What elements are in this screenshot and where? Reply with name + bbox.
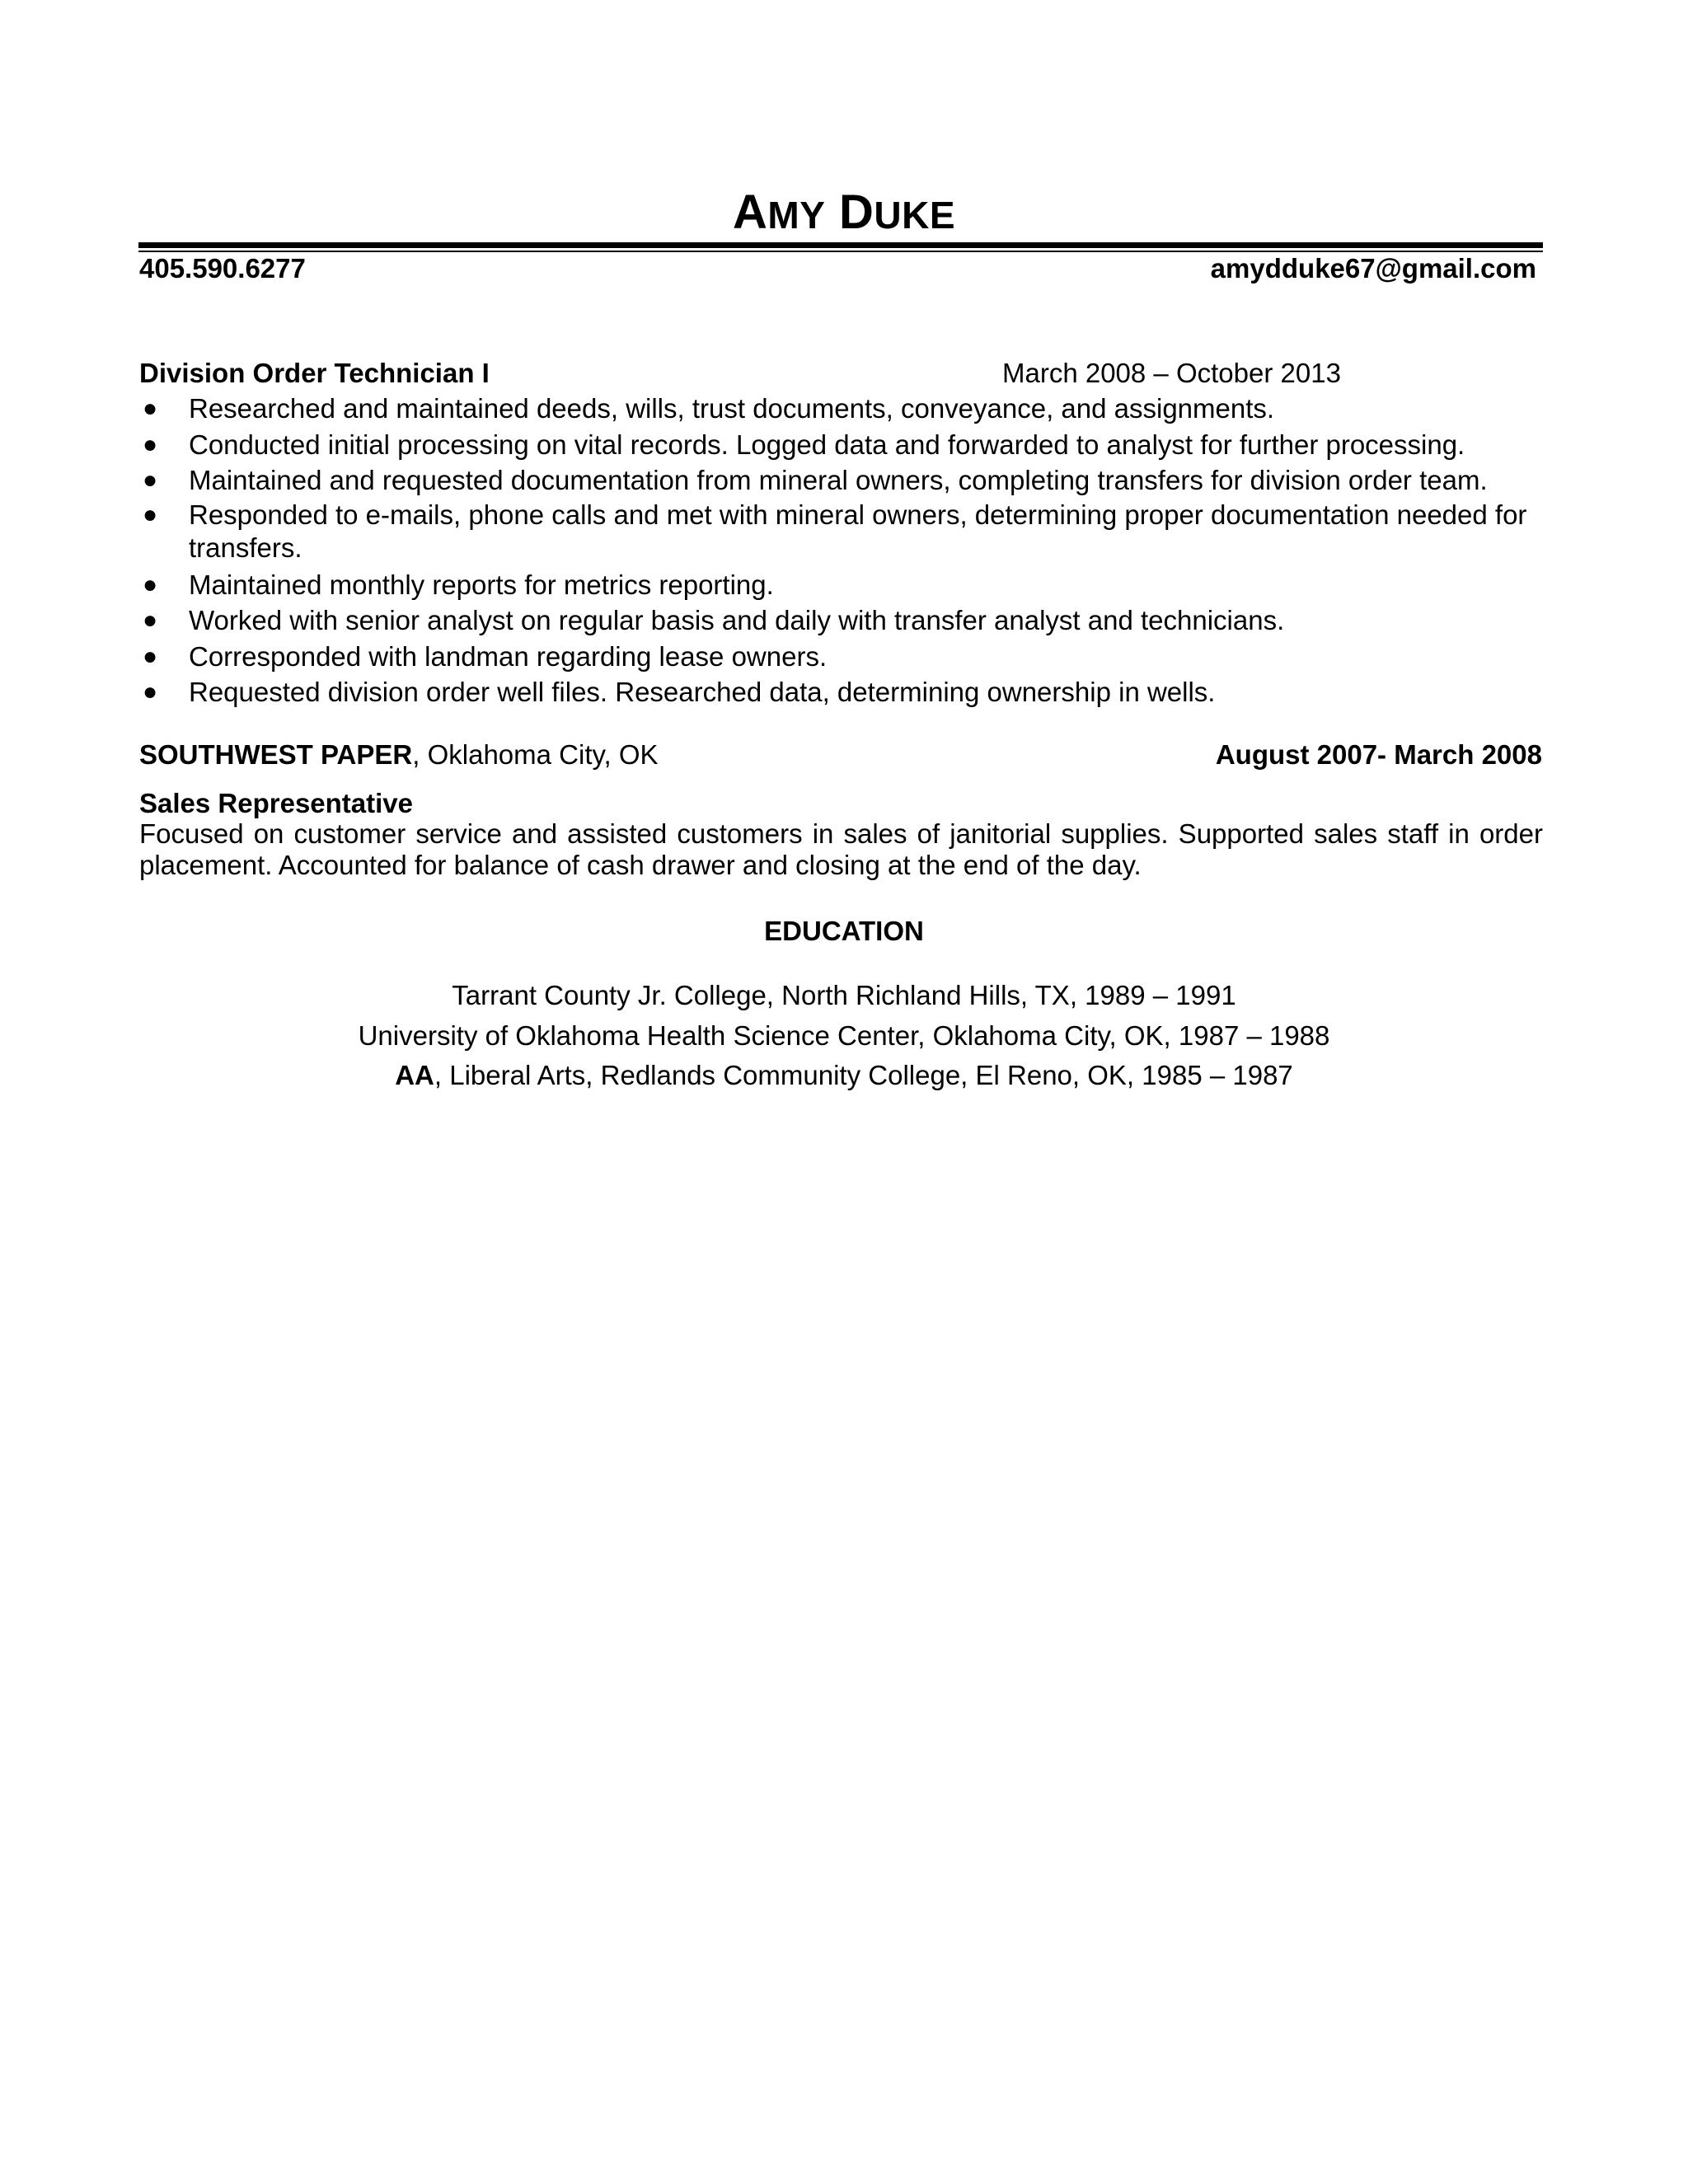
- bullet-text: Worked with senior analyst on regular basis and daily with transfer analyst and technicians.: [189, 605, 1285, 635]
- bullet-text: Maintained monthly reports for metrics reporting.: [189, 569, 774, 600]
- job1-dates: March 2008 – October 2013: [1002, 358, 1341, 388]
- bullet-text: Conducted initial processing on vital records. Logged data and forwarded to analyst for further processing.: [189, 429, 1465, 460]
- education-degree: AA: [395, 1060, 434, 1090]
- education-entry: [0, 1056, 1688, 1096]
- education-heading: EDUCATION: [764, 916, 924, 946]
- bullet-text: Requested division order well files. Researched data, determining ownership in wells.: [189, 677, 1216, 707]
- bullet-text: Responded to e-mails, phone calls and met with mineral owners, determining proper documentation needed for transfers.: [189, 499, 1527, 563]
- bullet-icon: ●: [143, 430, 158, 458]
- bullet-icon: ●: [143, 395, 158, 422]
- education-list: [0, 976, 1688, 1096]
- header-rule-thick: [138, 242, 1543, 248]
- bullet-icon: ●: [143, 466, 158, 494]
- education-text: Tarrant County Jr. College, North Richland Hills, TX, 1989 – 1991: [452, 980, 1236, 1010]
- email-address: amydduke67@gmail.com: [1210, 253, 1536, 284]
- bullet-text: Researched and maintained deeds, wills, trust documents, conveyance, and assignments.: [189, 393, 1275, 424]
- list-item: [139, 567, 1544, 603]
- name-last-initial: D: [839, 185, 874, 239]
- bullet-text: Corresponded with landman regarding lease owners.: [189, 640, 828, 672]
- list-item: [139, 602, 1544, 639]
- job1-title: Division Order Technician I: [139, 358, 490, 388]
- list-item: [139, 391, 1544, 427]
- bullet-icon: ●: [143, 570, 158, 598]
- education-entry: [0, 1016, 1688, 1057]
- bullet-icon: ●: [143, 500, 158, 528]
- list-item: [139, 499, 1544, 567]
- education-entry: [0, 976, 1688, 1016]
- bullet-text: Maintained and requested documentation from mineral owners, completing transfers for division order team.: [189, 465, 1488, 495]
- name-first-rest: MY: [767, 194, 826, 237]
- education-text: , Liberal Arts, Redlands Community College, El Reno, OK, 1985 – 1987: [434, 1060, 1293, 1090]
- phone-number: 405.590.6277: [139, 253, 306, 284]
- education-text: University of Oklahoma Health Science Center, Oklahoma City, OK, 1987 – 1988: [358, 1019, 1330, 1051]
- job2-company: SOUTHWEST PAPER: [139, 739, 413, 770]
- list-item: [139, 639, 1544, 675]
- job2-title: Sales Representative: [139, 788, 414, 818]
- bullet-icon: ●: [143, 678, 158, 705]
- job2-company-line: [139, 738, 659, 771]
- job1-bullet-list: [139, 391, 1544, 710]
- job2-dates: August 2007- March 2008: [1215, 739, 1542, 770]
- job2-location: , Oklahoma City, OK: [412, 739, 659, 770]
- bullet-icon: ●: [143, 607, 158, 634]
- list-item: [139, 674, 1544, 710]
- candidate-name: [0, 180, 1688, 248]
- job2-description: Focused on customer service and assisted customers in sales of janitorial supplies. Supported sales staff in order placement. Accounted for balance of cash drawer and closing at the end of the day.: [139, 818, 1543, 880]
- list-item: [139, 427, 1544, 463]
- name-last-rest: UKE: [874, 194, 956, 237]
- list-item: [139, 462, 1544, 499]
- name-first-initial: A: [732, 185, 768, 239]
- bullet-icon: ●: [143, 642, 158, 670]
